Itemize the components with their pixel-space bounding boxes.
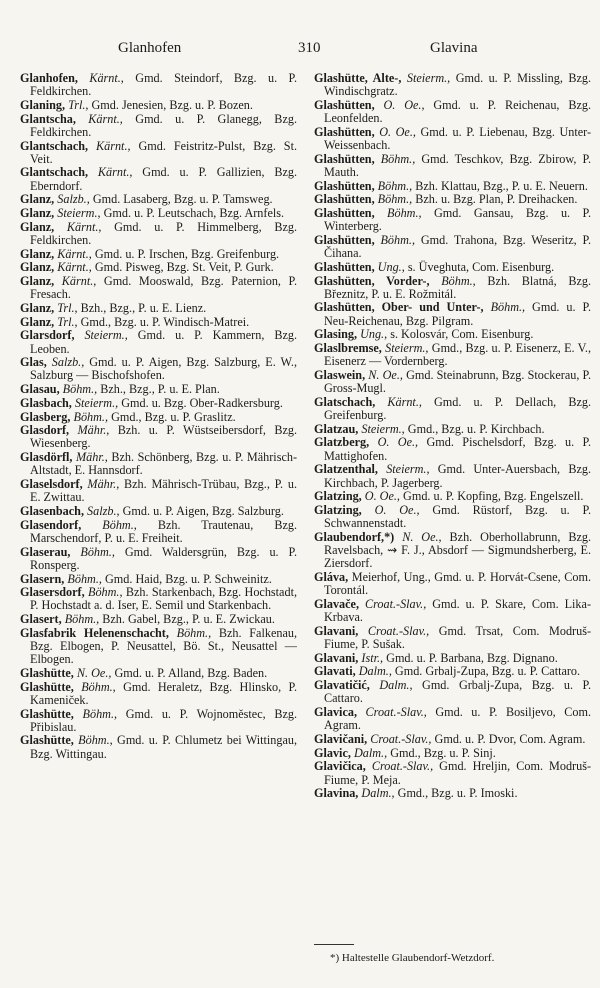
entry-placename: Glantschach,	[20, 165, 89, 180]
left-column	[20, 72, 297, 761]
entry-region: O. Oe.,	[383, 97, 425, 112]
entry-placename: Glashütten,	[314, 151, 375, 166]
footnote-rule	[314, 944, 354, 945]
gazetteer-entry	[20, 329, 297, 355]
entry-placename: Glasendorf,	[20, 517, 82, 532]
gazetteer-entry	[314, 342, 591, 368]
entry-placename: Glasfabrik Helenenschacht,	[20, 625, 169, 640]
entry-placename: Glavica,	[314, 705, 357, 720]
gazetteer-entry	[314, 72, 591, 98]
gazetteer-entry	[314, 261, 591, 274]
entry-placename: Glanz,	[20, 192, 55, 207]
entry-details: Gmd. Hreljin, Com. Modruš-Fiume, P. Meja.	[324, 759, 592, 787]
entry-region: Böhm.,	[176, 625, 212, 640]
entry-placename: Glasberg,	[20, 409, 71, 424]
entry-placename: Glavičica,	[314, 759, 366, 774]
entry-details: Gmd. u. P. Bosiljevo, Com. Agram.	[324, 705, 591, 733]
entry-placename: Glasau,	[20, 382, 60, 397]
entry-details: Gmd. Lasaberg, Bzg. u. P. Tamsweg.	[89, 192, 273, 207]
gazetteer-entry	[20, 708, 297, 734]
entry-region: Ung.,	[360, 327, 388, 342]
entry-region: Kärnt.,	[61, 274, 97, 289]
gazetteer-entry	[314, 706, 591, 732]
entry-region: Böhm.,	[377, 192, 413, 207]
entry-placename: Glaselsdorf,	[20, 477, 83, 492]
entry-region: Steierm.,	[361, 421, 405, 436]
entry-placename: Glanhofen,	[20, 71, 78, 85]
entry-placename: Glanz,	[20, 219, 55, 234]
gazetteer-entry	[20, 505, 297, 518]
entry-placename: Glashütten,	[314, 97, 375, 112]
entry-details: Gmd. Rüstorf, Bzg. u. P. Schwannenstadt.	[324, 503, 591, 531]
entry-details: Bzh. Blatná, Bzg. Březnitz, P. u. E. Rožmitál.	[324, 273, 592, 301]
entry-details: Gmd. u. P. Skare, Com. Lika-Krbava.	[324, 596, 591, 625]
gazetteer-entry	[20, 383, 297, 396]
entry-placename: Glanz,	[20, 314, 55, 329]
entry-placename: Glanz,	[20, 300, 55, 315]
entry-details: Gmd. Grbalj-Zupa, Bzg. u. P. Cattaro.	[391, 664, 581, 679]
entry-details: Bzh., Bzg., P. u. E. Lienz.	[77, 300, 207, 315]
footnote: *) Haltestelle Glaubendorf-Wetzdorf.	[330, 952, 495, 964]
entry-placename: Glasert,	[20, 612, 62, 627]
entry-details: Gmd., Bzg. u. P. Kirchbach.	[404, 421, 545, 436]
entry-placename: Glatzing,	[314, 503, 362, 517]
entry-placename: Glasersdorf,	[20, 585, 85, 600]
gazetteer-entry	[314, 301, 591, 327]
entry-details: Gmd. Jenesien, Bzg. u. P. Bozen.	[88, 97, 253, 112]
entry-placename: Glasbach,	[20, 395, 72, 410]
entry-placename: Glavati,	[314, 664, 356, 679]
entry-region: Salzb.,	[57, 192, 90, 207]
entry-region: O. Oe.,	[379, 124, 416, 139]
entry-region: Steierm.,	[386, 462, 430, 477]
gazetteer-entry	[314, 760, 591, 786]
entry-details: Bzh. Oberhollabrunn, Bzg. Ravelsbach, ⇝ F. J., Absdorf — Sigmundsherberg, E. Ziersdorf.	[324, 529, 591, 571]
entry-placename: Glasern,	[20, 571, 65, 586]
entry-details: Gmd. u. P. Kammern, Bzg. Leoben.	[30, 328, 298, 356]
entry-region: Croat.-Slav.,	[370, 731, 432, 746]
entry-placename: Glashütten, Ober- und Unter-,	[314, 300, 484, 315]
entry-details: Gmd. Pisweg, Bzg. St. Veit, P. Gurk.	[91, 260, 274, 275]
entry-placename: Glasenbach,	[20, 504, 84, 518]
entry-region: Böhm.,	[88, 585, 123, 600]
gazetteer-entry	[20, 586, 297, 612]
entry-details: Bzh. Klattau, Bzg., P. u. E. Neuern.	[412, 178, 588, 193]
entry-region: Dalm.,	[353, 745, 388, 760]
entry-region: Böhm.,	[62, 382, 98, 397]
entry-details: Gmd. u. P. Aigen, Bzg. Salzburg, E. W., Salzburg — Bischofshofen.	[30, 355, 297, 383]
entry-details: Meierhof, Ung., Gmd. u. P. Horvát-Csene, Com. Torontál.	[324, 570, 591, 598]
entry-placename: Glashütte,	[20, 679, 74, 694]
gazetteer-entry	[314, 463, 591, 489]
entry-details: Gmd. Mooswald, Bzg. Paternion, P. Fresach.	[30, 274, 298, 302]
gazetteer-entry	[314, 665, 591, 678]
gazetteer-entry	[20, 248, 297, 261]
entry-details: s. Kolosvár, Com. Eisenburg.	[387, 327, 534, 342]
entry-placename: Glaserau,	[20, 544, 71, 559]
entry-region: Steierm.,	[385, 341, 429, 356]
gazetteer-entry	[20, 478, 297, 504]
entry-details: Gmd., Bzg. u. P. Sinj.	[387, 745, 496, 760]
entry-details: Gmd. u. P. Dellach, Bzg. Greifenburg.	[324, 394, 591, 423]
entry-region: Böhm.,	[380, 151, 416, 166]
entry-region: Böhm.,	[377, 178, 413, 193]
entry-placename: Glashütten,	[314, 192, 375, 207]
entry-placename: Glavic,	[314, 745, 351, 760]
gazetteer-entry	[314, 423, 591, 436]
entry-details: Gmd. u. P. Aigen, Bzg. Salzburg.	[119, 504, 284, 518]
entry-details: Gmd. Feistritz-Pulst, Bzg. St. Veit.	[30, 138, 298, 166]
entry-details: Bzh. Mährisch-Trübau, Bzg., P. u. E. Zwittau.	[30, 477, 298, 505]
entry-placename: Gláva,	[314, 570, 349, 585]
gazetteer-entry	[314, 436, 591, 462]
entry-region: Dalm.,	[358, 664, 392, 679]
entry-region: Kärnt.,	[96, 138, 131, 153]
entry-region: Kärnt.,	[89, 71, 124, 85]
gazetteer-entry	[20, 316, 297, 329]
entry-details: Gmd. Unter-Auersbach, Bzg. Kirchbach, P. Jagerberg.	[324, 462, 591, 490]
entry-details: Gmd. Gansau, Bzg. u. P. Winterberg.	[324, 206, 591, 234]
entry-region: Ung.,	[377, 259, 405, 274]
entry-placename: Glatzberg,	[314, 435, 370, 450]
entry-region: Salzb.,	[87, 504, 120, 518]
gazetteer-entry	[20, 667, 297, 680]
entry-region: Mähr.,	[87, 477, 120, 492]
entry-placename: Glasdorf,	[20, 423, 70, 438]
entry-region: Kärnt.,	[97, 165, 133, 180]
entry-details: s. Üveghuta, Com. Eisenburg.	[404, 259, 555, 274]
entry-region: Salzb.,	[51, 355, 85, 370]
entry-region: N. Oe.,	[368, 367, 403, 382]
entry-region: Kärnt.,	[88, 111, 123, 126]
entry-placename: Glavičani,	[314, 731, 368, 746]
entry-details: Gmd. u. P. Missling, Bzg. Windischgratz.	[324, 71, 592, 99]
entry-details: Gmd. u. P. Kopfing, Bzg. Engelszell.	[399, 489, 584, 504]
entry-placename: Glarsdorf,	[20, 328, 75, 343]
gazetteer-entry	[314, 234, 591, 260]
gazetteer-entry	[20, 681, 297, 707]
entry-placename: Glavače,	[314, 596, 360, 611]
entry-details: Gmd. u. P. Reichenau, Bzg. Leonfelden.	[324, 97, 591, 126]
entry-placename: Glaubendorf,*)	[314, 529, 395, 544]
page-number: 310	[298, 40, 321, 56]
entry-details: Gmd. u. P. Barbana, Bzg. Dignano.	[383, 650, 558, 665]
entry-region: O. Oe.,	[364, 489, 400, 504]
gazetteer-entry	[314, 396, 591, 422]
entry-placename: Glavani,	[314, 623, 359, 638]
gazetteer-entry	[314, 531, 591, 571]
gazetteer-entry	[20, 411, 297, 424]
entry-details: Gmd. u. P. Wojnoměstec, Bzg. Přibislau.	[30, 706, 298, 734]
entry-region: Kärnt.,	[66, 219, 102, 234]
entry-region: Steierm.,	[57, 206, 101, 221]
gazetteer-entry	[314, 490, 591, 503]
entry-details: Gmd. Teschkov, Bzg. Zbirow, P. Mauth.	[324, 151, 591, 179]
entry-details: Gmd. Waldersgrün, Bzg. u. P. Ronsperg.	[30, 544, 297, 572]
entry-region: N. Oe.,	[76, 665, 112, 680]
entry-region: Dalm.,	[379, 678, 413, 693]
gazetteer-entry	[314, 328, 591, 341]
entry-region: O. Oe.,	[377, 435, 419, 450]
gazetteer-entry	[314, 99, 591, 125]
entry-details: Gmd. Trsat, Com. Modruš-Fiume, P. Sušak.	[324, 623, 592, 652]
gazetteer-entry	[314, 747, 591, 760]
gazetteer-entry	[314, 571, 591, 597]
gazetteer-entry	[20, 573, 297, 586]
entry-details: Gmd. u. P. Glanegg, Bzg. Feldkirchen.	[30, 111, 297, 139]
gazetteer-entry	[314, 126, 591, 152]
entry-placename: Glasing,	[314, 327, 358, 342]
entry-region: N. Oe.,	[402, 529, 442, 544]
gazetteer-entry	[314, 652, 591, 665]
entry-details: Gmd. u. P. Dvor, Com. Agram.	[431, 731, 586, 746]
entry-region: Steierm.,	[84, 328, 128, 343]
gazetteer-entry	[20, 613, 297, 626]
entry-region: Steierm.,	[74, 395, 119, 410]
entry-details: Bzh., Bzg., P. u. E. Plan.	[97, 382, 220, 397]
gazetteer-entry	[20, 451, 297, 477]
entry-region: Istr.,	[361, 650, 384, 665]
entry-region: Böhm.,	[380, 232, 416, 247]
entry-placename: Glatzenthal,	[314, 462, 378, 477]
entry-region: Böhm.,	[80, 544, 115, 559]
entry-details: Gmd. Heraletz, Bzg. Hlinsko, P. Kameniček.	[30, 679, 298, 707]
entry-details: Gmd. Steindorf, Bzg. u. P. Feldkirchen.	[30, 71, 297, 99]
gazetteer-entry	[314, 193, 591, 206]
gazetteer-entry	[20, 207, 297, 220]
entry-details: Gmd. u. P. Gallizien, Bzg. Eberndorf.	[30, 165, 297, 193]
entry-region: Böhm.,	[64, 612, 100, 627]
entry-placename: Glavani,	[314, 650, 359, 665]
entry-placename: Glanz,	[20, 206, 55, 221]
entry-region: Mähr.,	[76, 450, 108, 465]
entry-placename: Glavatičić,	[314, 678, 370, 693]
entry-placename: Glanz,	[20, 274, 55, 289]
gazetteer-entry	[314, 679, 591, 705]
entry-details: Gmd., Bzg. u. P. Graslitz.	[108, 409, 236, 424]
header-last-entry: Glavina	[430, 40, 478, 56]
entry-details: Gmd. Haid, Bzg. u. P. Schweinitz.	[101, 571, 272, 586]
entry-details: Bzh. Gabel, Bzg., P. u. E. Zwickau.	[99, 612, 275, 627]
entry-details: Gmd., Bzg. u. P. Imoski.	[394, 786, 518, 801]
entry-region: Böhm.,	[81, 679, 116, 694]
entry-placename: Glashütten,	[314, 178, 375, 193]
entry-details: Gmd., Bzg. u. P. Eisenerz, E. V., Eisenerz — Vordernberg.	[324, 341, 591, 369]
entry-region: Kärnt.,	[57, 246, 92, 261]
gazetteer-entry	[20, 519, 297, 545]
gazetteer-entry	[20, 275, 297, 301]
right-column	[314, 72, 591, 801]
entry-region: Trl.,	[57, 314, 78, 329]
entry-region: Dalm.,	[361, 786, 395, 801]
entry-placename: Glantscha,	[20, 111, 76, 126]
gazetteer-entry	[20, 397, 297, 410]
gazetteer-entry	[314, 625, 591, 651]
gazetteer-entry	[314, 787, 591, 800]
gazetteer-entry	[314, 598, 591, 624]
entry-region: Croat.-Slav.,	[371, 759, 434, 774]
entry-details: Gmd. u. P. Himmelberg, Bzg. Feldkirchen.	[30, 219, 298, 247]
entry-placename: Glasdörfl,	[20, 450, 73, 465]
entry-region: Croat.-Slav.,	[367, 623, 430, 638]
entry-details: Gmd., Bzg. u. P. Windisch-Matrei.	[77, 314, 250, 329]
entry-details: Gmd. u. P. Alland, Bzg. Baden.	[111, 665, 268, 680]
gazetteer-entry	[20, 302, 297, 315]
gazetteer-entry	[20, 72, 297, 98]
entry-placename: Glatzau,	[314, 421, 359, 436]
entry-details: Gmd. Trahona, Bzg. Weseritz, P. Čihana.	[324, 232, 592, 261]
entry-details: Gmd. Grbalj-Zupa, Bzg. u. P. Cattaro.	[324, 678, 592, 706]
gazetteer-entry	[314, 369, 591, 395]
entry-region: Croat.-Slav.,	[364, 596, 427, 611]
entry-details: Gmd. u. P. Neu-Reichenau, Bzg. Pilgram.	[324, 300, 591, 328]
entry-placename: Glashütte,	[20, 706, 74, 721]
gazetteer-entry	[314, 275, 591, 301]
entry-placename: Glatschach,	[314, 394, 376, 409]
entry-region: Trl.,	[68, 97, 89, 112]
entry-placename: Glaslbremse,	[314, 341, 382, 356]
gazetteer-entry	[20, 627, 297, 667]
entry-details: Bzh. Schönberg, Bzg. u. P. Mährisch-Altstadt, E. Hannsdorf.	[30, 450, 298, 478]
entry-region: Böhm.,	[67, 571, 102, 586]
entry-region: Böhm.,	[82, 706, 118, 721]
entry-placename: Glanz,	[20, 246, 55, 261]
entry-details: Bzh. Trautenau, Bzg. Marschendorf, P. u. E. Freiheit.	[30, 517, 298, 545]
entry-placename: Glanz,	[20, 260, 55, 275]
entry-placename: Glashütten,	[314, 124, 375, 139]
entry-details: Bzh. u. P. Wüstseibersdorf, Bzg. Wiesenberg.	[30, 423, 298, 451]
entry-placename: Glatzing,	[314, 489, 362, 504]
gazetteer-entry	[20, 261, 297, 274]
entry-region: Trl.,	[57, 300, 78, 315]
entry-details: Gmd. u. P. Liebenau, Bzg. Unter-Weissenbach.	[324, 124, 592, 153]
entry-region: Böhm.,	[102, 517, 137, 532]
entry-placename: Glaswein,	[314, 367, 366, 382]
gazetteer-entry	[20, 221, 297, 247]
entry-region: Böhm.,	[73, 409, 109, 424]
page-header	[0, 40, 600, 60]
entry-region: Böhm.,	[441, 273, 476, 288]
gazetteer-entry	[20, 424, 297, 450]
entry-placename: Glashütten,	[314, 206, 375, 221]
entry-placename: Glashütte,	[20, 733, 74, 748]
entry-region: Croat.-Slav.,	[365, 705, 427, 720]
gazetteer-entry	[20, 140, 297, 166]
entry-region: Steierm.,	[406, 71, 451, 85]
entry-placename: Glashütten, Vorder-,	[314, 273, 430, 288]
gazetteer-entry	[20, 546, 297, 572]
entry-placename: Glashütte,	[20, 665, 74, 680]
entry-details: Gmd. u. P. Chlumetz bei Wittingau, Bzg. Wittingau.	[30, 733, 298, 761]
entry-details: Gmd. Pischelsdorf, Bzg. u. P. Mattighofen.	[324, 435, 592, 463]
entry-details: Gmd. u. Bzg. Ober-Radkersburg.	[118, 395, 283, 410]
gazetteer-entry	[20, 193, 297, 206]
gazetteer-entry	[20, 99, 297, 112]
entry-placename: Glas,	[20, 355, 47, 370]
gazetteer-entry	[20, 734, 297, 760]
entry-details: Gmd. u. P. Leutschach, Bzg. Arnfels.	[100, 206, 285, 221]
gazetteer-entry	[314, 504, 591, 530]
gazetteer-entry	[314, 153, 591, 179]
entry-placename: Glashütten,	[314, 232, 375, 247]
gazetteer-entry	[20, 113, 297, 139]
entry-placename: Glavina,	[314, 786, 359, 801]
entry-details: Gmd. u. P. Irschen, Bzg. Greifenburg.	[91, 246, 280, 261]
entry-details: Bzh. Falkenau, Bzg. Elbogen, P. Neusattel, Bö. St., Neusattel — Elbogen.	[30, 625, 297, 667]
gazetteer-entry	[314, 207, 591, 233]
entry-placename: Glaning,	[20, 97, 66, 112]
gazetteer-entry	[20, 356, 297, 382]
entry-placename: Glashütten,	[314, 259, 375, 274]
entry-region: Böhm.,	[387, 206, 422, 221]
entry-placename: Glashütte, Alte-,	[314, 71, 402, 85]
header-first-entry: Glanhofen	[118, 40, 182, 56]
entry-details: Bzh. u. Bzg. Plan, P. Dreihacken.	[412, 192, 578, 207]
gazetteer-entry	[314, 733, 591, 746]
entry-details: Gmd. Steinabrunn, Bzg. Stockerau, P. Gross-Mugl.	[324, 367, 591, 396]
entry-region: O. Oe.,	[374, 503, 420, 517]
entry-placename: Glantschach,	[20, 138, 89, 153]
entry-region: Böhm.,	[490, 300, 526, 315]
entry-details: Bzh. Starkenbach, Bzg. Hochstadt, P. Hochstadt a. d. Iser, E. Semil und Starkenbach.	[30, 585, 297, 613]
entry-region: Böhm.,	[78, 733, 113, 748]
gazetteer-entry	[20, 166, 297, 192]
entry-region: Mähr.,	[77, 423, 110, 438]
gazetteer-entry	[314, 180, 591, 193]
entry-region: Kärnt.,	[57, 260, 92, 275]
entry-region: Kärnt.,	[387, 394, 422, 409]
